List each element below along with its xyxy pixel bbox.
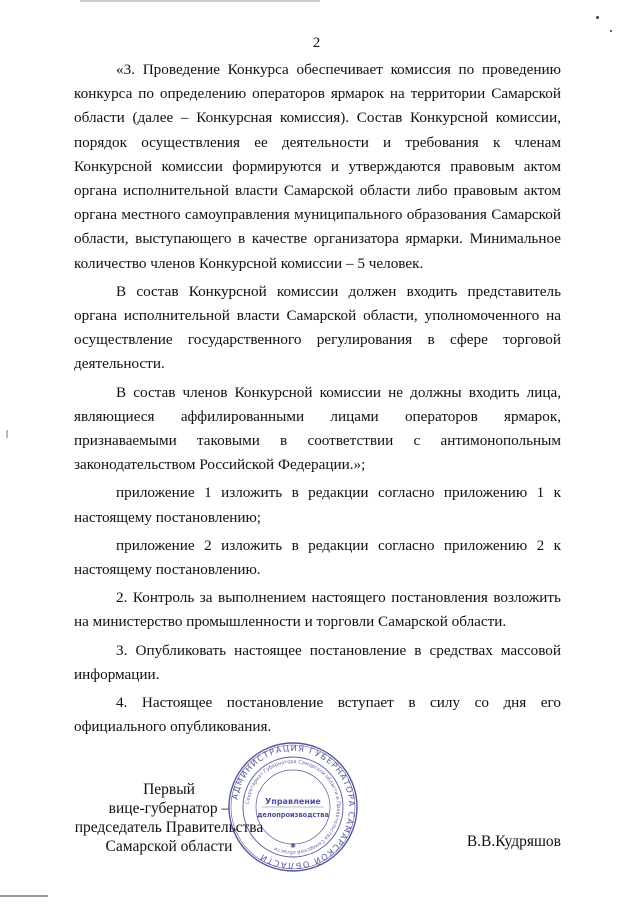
signatory-line: Самарской области — [105, 838, 233, 855]
page-number: 2 — [312, 35, 321, 51]
official-seal — [226, 740, 360, 874]
signatory-name: В.В.Кудряшов — [466, 833, 561, 850]
seal-star-icon: ✱ — [290, 842, 296, 850]
document-body — [74, 58, 561, 743]
scan-speck — [610, 30, 612, 32]
paragraph-commission-members: В состав членов Конкурсной комиссии не должны входить лица, являющиеся аффилированными лицами операторов ярмарок, признаваемыми таковыми в соответствии с антимонопольным законодательством Российской Федерации.»; — [74, 383, 561, 474]
paragraph-item-3-publish: 3. Опубликовать настоящее постановление в средствах массовой информации. — [74, 641, 561, 683]
paragraph-appendix-2: приложение 2 изложить в редакции согласно приложению 2 к настоящему постановлению. — [74, 536, 561, 579]
seal-center-line-1: Управление — [265, 797, 321, 806]
paragraph-item-2-control: 2. Контроль за выполнением настоящего постановления возложить на министерство промышленности и торговли Самарской области. — [74, 589, 561, 631]
scan-speck — [596, 16, 599, 19]
seal-inner-text: Секретариат Губернатора Самарской области и Правительства Самарской области — [245, 758, 342, 856]
signatory-line: Первый — [143, 781, 195, 798]
paragraph-clause-3: «3. Проведение Конкурса обеспечивает комиссия по проведению конкурса по определению операторов ярмарок на территории Самарской области (далее – Конкурсная комиссия). Состав Конкурсной комиссии, порядок осуществления ее деятельности и требования к членам Конкурсной комиссии формируются и утверждаются правовым актом органа исполнительной власти Самарской области либо правовым актом органа местного самоуправления муниципального образования Самарской области, выступающего в качестве организатора ярмарки. Минимальное количество членов Конкурсной комиссии – 5 человек. — [74, 61, 561, 272]
paragraph-commission-representative: В состав Конкурсной комиссии должен входить представитель органа исполнительной власти Самарской области, уполномоченного на осуществление государственного регулирования в сфере торговой деятельности. — [74, 282, 561, 373]
signatory-line: вице-губернатор – — [108, 800, 230, 817]
seal-outer-text: АДМИНИСТРАЦИЯ ГУБЕРНАТОРА САМАРСКОЙ ОБЛАСТИ — [229, 742, 358, 872]
scan-edge-mark-bottom — [0, 895, 48, 897]
seal-center-line-2: делопроизводства — [257, 811, 329, 819]
paragraph-item-4-effective: 4. Настоящее постановление вступает в силу со дня его официального опубликования. — [74, 694, 561, 736]
scan-speck — [6, 430, 8, 438]
scan-edge-mark-top — [80, 0, 320, 2]
paragraph-appendix-1: приложение 1 изложить в редакции согласно приложению 1 к настоящему постановлению; — [74, 484, 561, 526]
signatory-line: председатель Правительства — [74, 819, 264, 836]
